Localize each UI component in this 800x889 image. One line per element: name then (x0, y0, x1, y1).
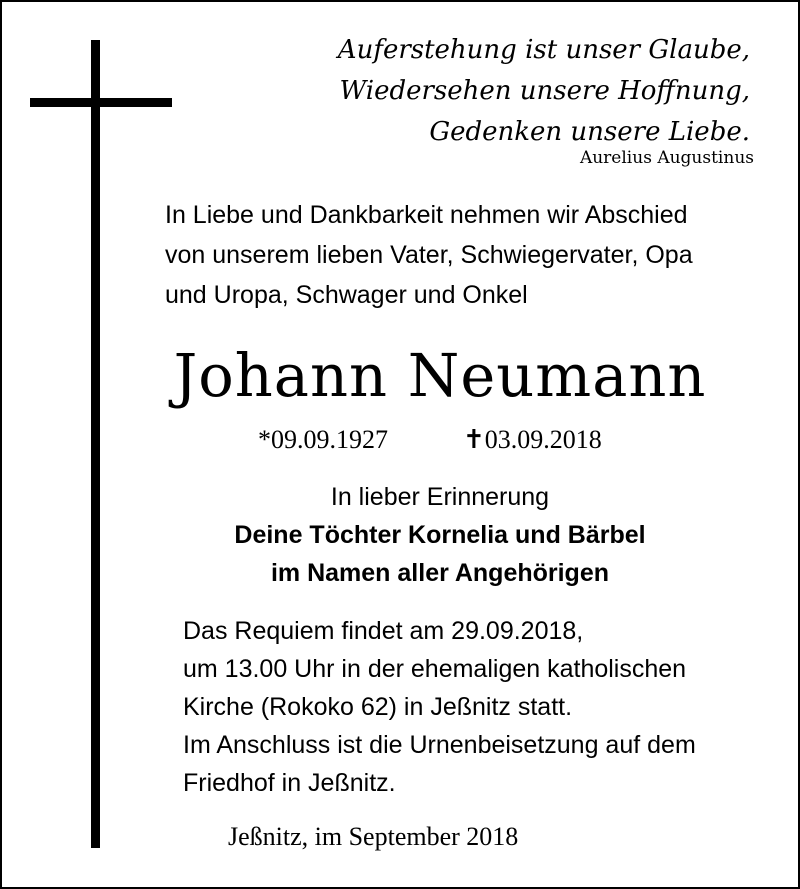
quote-line: Gedenken unsere Liebe. (429, 117, 750, 147)
intro-line: von unserem lieben Vater, Schwiegervater, Opa (165, 241, 693, 269)
quote-author: Aurelius Augustinus (579, 148, 754, 168)
intro-text (165, 195, 785, 315)
service-line: Friedhof in Jeßnitz. (183, 769, 396, 797)
birth-date: *09.09.1927 (258, 425, 388, 454)
quote-line: Wiedersehen unsere Hoffnung, (339, 76, 750, 106)
deceased-name: Johann Neumann (173, 341, 707, 410)
service-info (183, 612, 783, 802)
quote-line: Auferstehung ist unser Glaube, (337, 35, 750, 65)
intro-line: In Liebe und Dankbarkeit nehmen wir Abschied (165, 201, 688, 229)
service-line: Das Requiem findet am 29.09.2018, (183, 617, 584, 645)
cross-vertical-bar (91, 40, 100, 848)
intro-line: und Uropa, Schwager und Onkel (165, 281, 528, 309)
family-relatives: im Namen aller Angehörigen (270, 559, 610, 587)
death-date: ✝03.09.2018 (463, 425, 602, 454)
quote-block (338, 30, 750, 153)
life-dates (258, 425, 658, 455)
service-line: Im Anschluss ist die Urnenbeisetzung auf dem (183, 731, 696, 759)
service-line: um 13.00 Uhr in der ehemaligen katholischen (183, 655, 687, 683)
place-and-date: Jeßnitz, im September 2018 (228, 822, 519, 851)
family-names: Deine Töchter Kornelia und Bärbel (234, 521, 646, 549)
memory-line: In lieber Erinnerung (330, 483, 550, 511)
service-line: Kirche (Rokoko 62) in Jeßnitz statt. (183, 693, 573, 721)
family-signoff (0, 478, 800, 592)
cross-horizontal-bar (30, 98, 172, 107)
